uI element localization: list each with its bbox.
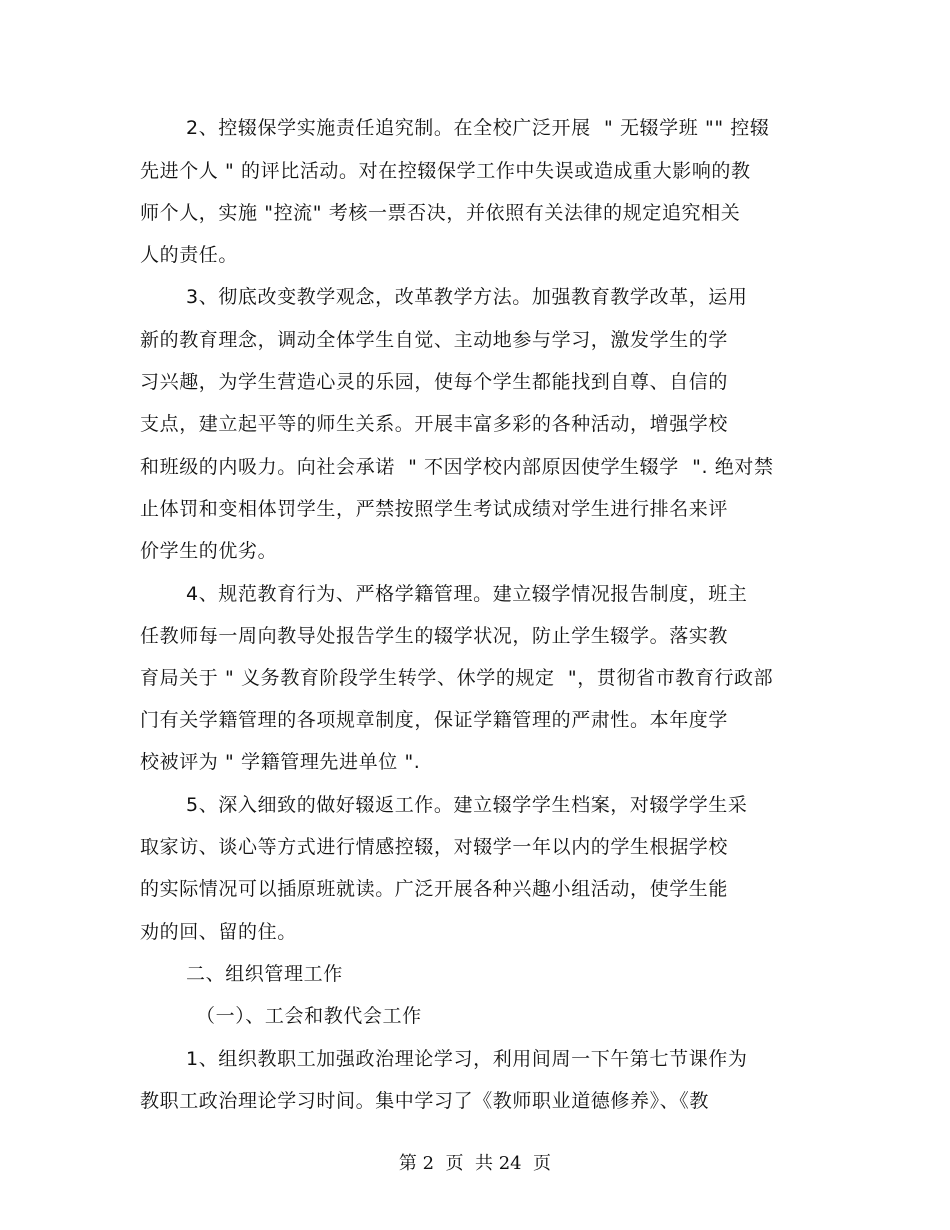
paragraph-line: 先进个人 " 的评比活动。对在控辍保学工作中失误或造成重大影响的教 xyxy=(140,160,751,182)
paragraph-line: 止体罚和变相体罚学生，严禁按照学生考试成绩对学生进行排名来评 xyxy=(140,498,729,520)
paragraph-line: 育局关于 " 义务教育阶段学生转学、休学的规定 "，贯彻省市教育行政部 xyxy=(140,667,774,689)
paragraph-line: 价学生的优劣。 xyxy=(140,540,278,562)
page-number-footer: 第 2 页 共 24 页 xyxy=(398,1153,552,1174)
paragraph-line: 门有关学籍管理的各项规章制度，保证学籍管理的严肃性。本年度学 xyxy=(140,709,729,731)
paragraph-line: 教职工政治理论学习时间。集中学习了《教师职业道德修养》、《教 xyxy=(140,1090,710,1112)
paragraph-line: 的实际情况可以插原班就读。广泛开展各种兴趣小组活动，使学生能 xyxy=(140,878,729,900)
paragraph-line: 1、组织教职工加强政治理论学习，利用间周一下午第七节课作为 xyxy=(186,1048,748,1070)
paragraph-line: 5、深入细致的做好辍返工作。建立辍学学生档案，对辍学学生采 xyxy=(186,794,748,816)
paragraph-line: 任教师每一周向教导处报告学生的辍学状况，防止学生辍学。落实教 xyxy=(140,625,729,647)
subsection-heading: （一）、工会和教代会工作 xyxy=(196,1005,422,1027)
paragraph-line: 校被评为 " 学籍管理先进单位 ". xyxy=(140,751,421,773)
paragraph-line: 2、控辍保学实施责任追究制。在全校广泛开展 " 无辍学班 "" 控辍 xyxy=(186,117,770,139)
paragraph-line: 3、彻底改变教学观念，改革教学方法。加强教育教学改革，运用 xyxy=(186,286,748,308)
paragraph-line: 取家访、谈心等方式进行情感控辍，对辍学一年以内的学生根据学校 xyxy=(140,836,729,858)
paragraph-line: 师个人，实施 "控流" 考核一票否决，并依照有关法律的规定追究相关 xyxy=(140,202,741,224)
section-heading: 二、组织管理工作 xyxy=(186,963,343,985)
paragraph-line: 和班级的内吸力。向社会承诺 " 不因学校内部原因使学生辍学 ". 绝对禁 xyxy=(140,456,774,478)
paragraph-line: 习兴趣，为学生营造心灵的乐园，使每个学生都能找到自尊、自信的 xyxy=(140,371,729,393)
paragraph-line: 支点，建立起平等的师生关系。开展丰富多彩的各种活动，增强学校 xyxy=(140,413,729,435)
paragraph-line: 人的责任。 xyxy=(140,244,239,266)
paragraph-line: 4、规范教育行为、严格学籍管理。建立辍学情况报告制度，班主 xyxy=(186,583,748,605)
paragraph-line: 劝的回、留的住。 xyxy=(140,921,297,943)
paragraph-line: 新的教育理念，调动全体学生自觉、主动地参与学习，激发学生的学 xyxy=(140,329,729,351)
